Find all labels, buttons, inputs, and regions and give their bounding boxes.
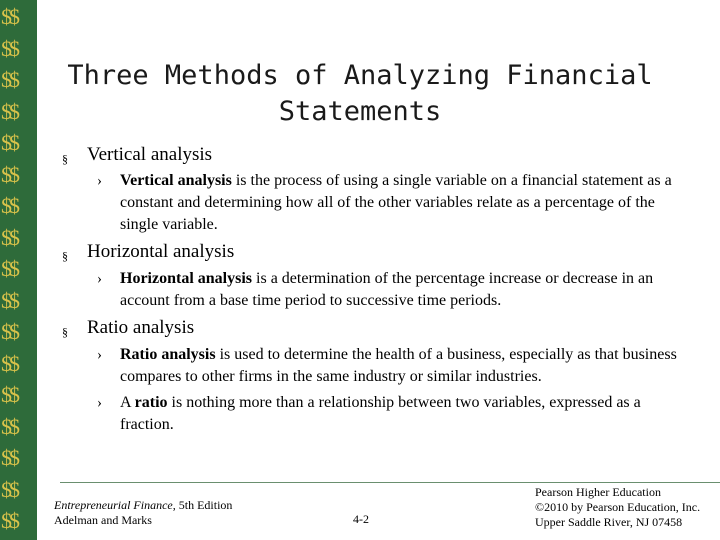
term: Ratio analysis xyxy=(120,346,216,363)
dollar-sign-icon: $$ xyxy=(1,287,17,313)
dollar-sign-icon: $$ xyxy=(1,445,17,470)
definition-text: is used to determine the health of a business, especially as that business compares to other firms in the same industry or similar industries. xyxy=(120,346,677,385)
dollar-sign-icon: $$ xyxy=(1,413,17,439)
slide-title xyxy=(60,58,660,130)
dollar-sign-icon: $$ xyxy=(1,161,17,187)
footer-book-info xyxy=(54,498,232,528)
dollar-sign-icon: $$ xyxy=(1,35,17,61)
dollar-sign-icon: $$ xyxy=(1,476,17,502)
footer-divider xyxy=(60,482,720,483)
sub-bullet-vertical-definition xyxy=(97,170,697,236)
publisher-address: Upper Saddle River, NJ 07458 xyxy=(535,515,683,529)
dollar-sign-icon: $$ xyxy=(1,256,17,281)
chevron-bullet-icon: › xyxy=(97,271,102,287)
sub-bullet-ratio-definition xyxy=(97,344,697,388)
dollar-sign-icon: $$ xyxy=(1,224,17,250)
term: Vertical analysis xyxy=(120,172,232,189)
title-line-2: Statements xyxy=(278,96,442,127)
term: Horizontal analysis xyxy=(120,270,253,287)
definition-text: is nothing more than a relationship between two variables, expressed as a fraction. xyxy=(120,394,641,433)
term: ratio xyxy=(134,394,168,411)
publisher-copyright: ©2010 by Pearson Education, Inc. xyxy=(535,500,701,514)
book-edition: 5th Edition xyxy=(175,498,233,512)
section-bullet-icon: § xyxy=(62,152,68,166)
definition-text: is a determination of the percentage increase or decrease in an account from a base time period to successive time periods. xyxy=(120,270,654,309)
dollar-sign-icon: $$ xyxy=(1,193,17,218)
dollar-sign-icon: $$ xyxy=(1,508,17,533)
bullet-label: Horizontal analysis xyxy=(87,241,235,262)
chevron-bullet-icon: › xyxy=(97,173,102,189)
dollar-sign-icon: $$ xyxy=(1,67,17,92)
footer-publisher xyxy=(535,485,700,530)
book-authors: Adelman and Marks xyxy=(54,513,152,527)
sub-bullet-horizontal-definition xyxy=(97,268,697,312)
bullet-label: Vertical analysis xyxy=(87,144,213,165)
sub-bullet-ratio-meaning xyxy=(97,392,697,436)
chevron-bullet-icon: › xyxy=(97,347,102,363)
publisher-name: Pearson Higher Education xyxy=(535,485,661,499)
dollar-sign-icon: $$ xyxy=(1,319,17,344)
bullet-label: Ratio analysis xyxy=(87,317,195,338)
book-title: Entrepreneurial Finance, xyxy=(54,498,176,512)
dollar-sign-icon: $$ xyxy=(1,130,17,155)
dollar-sign-icon: $$ xyxy=(1,4,17,29)
dollar-sign-icon: $$ xyxy=(1,350,17,376)
section-bullet-icon: § xyxy=(62,249,68,263)
chevron-bullet-icon: › xyxy=(97,395,102,411)
dollar-sidebar xyxy=(0,0,37,540)
prefix-text: A xyxy=(120,394,135,411)
page-number: 4-2 xyxy=(353,512,369,526)
title-line-1: Three Methods of Analyzing Financial xyxy=(67,60,653,91)
dollar-sign-icon: $$ xyxy=(1,98,17,124)
definition-text: is the process of using a single variable on a financial statement as a constant and determining how all of the other variables relate as a percentage of the single variable. xyxy=(120,172,672,233)
section-bullet-icon: § xyxy=(62,325,68,339)
dollar-sign-icon: $$ xyxy=(1,382,17,407)
